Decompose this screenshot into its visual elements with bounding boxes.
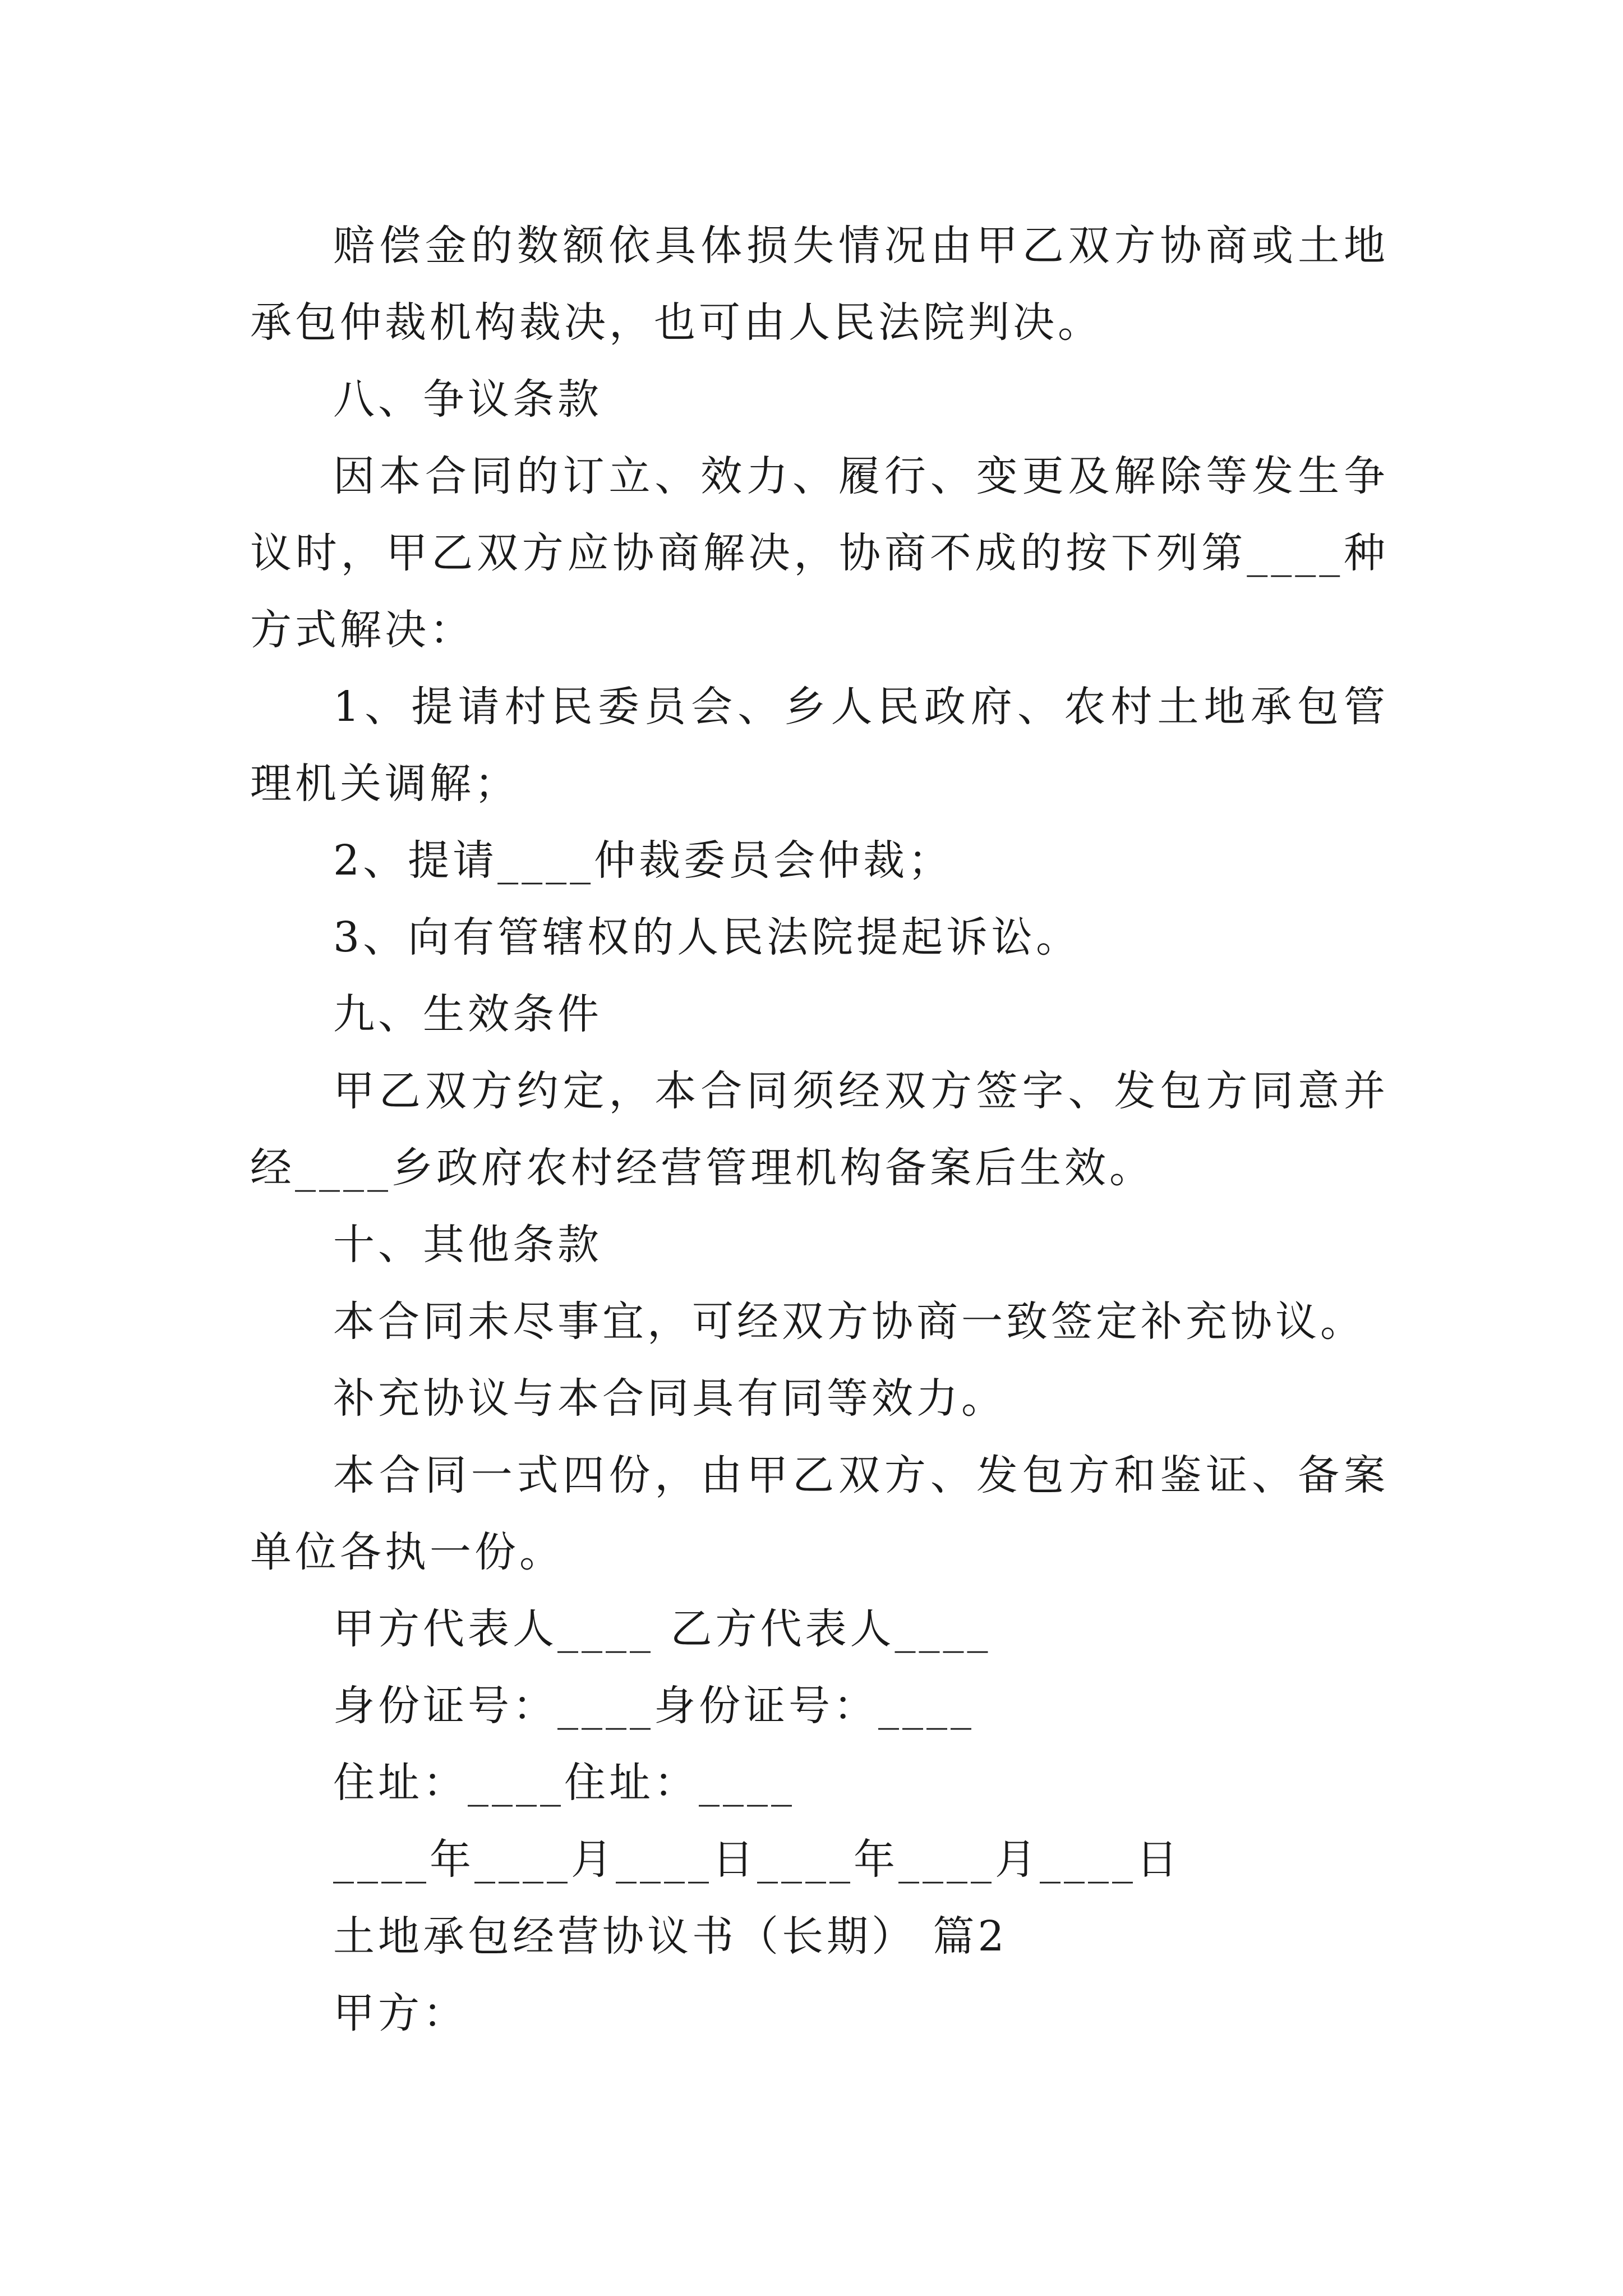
- signature-dates: ____年____月____日____年____月____日: [333, 1835, 1181, 1884]
- paragraph-effect: 甲乙双方约定，本合同须经双方签字、发包方同意并经____乡政府农村经营管理机构备案后生效。: [250, 1067, 1389, 1192]
- paragraph-other-2: 补充协议与本合同具有同等效力。: [333, 1374, 1006, 1423]
- paragraph-dispute: 因本合同的订立、效力、履行、变更及解除等发生争议时，甲乙双方应协商解决，协商不成的按下列第____种方式解决：: [250, 452, 1389, 654]
- document-body: [250, 208, 1389, 2052]
- section-heading-other: 十、其他条款: [333, 1221, 602, 1269]
- paragraph-copies: 本合同一式四份，由甲乙双方、发包方和鉴证、备案单位各执一份。: [250, 1451, 1389, 1576]
- signature-id-numbers: 身份证号：____身份证号：____: [333, 1682, 975, 1730]
- signature-addresses: 住址：____住址：____: [333, 1759, 795, 1807]
- section-heading-effect: 九、生效条件: [333, 990, 602, 1038]
- section-heading-dispute: 八、争议条款: [333, 375, 602, 424]
- paragraph-compensation: 赔偿金的数额依具体损失情况由甲乙双方协商或土地承包仲裁机构裁决，也可由人民法院判决。: [250, 222, 1389, 347]
- dispute-option-1: 1、提请村民委员会、乡人民政府、农村土地承包管理机关调解；: [250, 683, 1389, 808]
- next-article-title: 土地承包经营协议书（长期） 篇2: [333, 1912, 1008, 1961]
- signature-representatives: 甲方代表人____ 乙方代表人____: [333, 1605, 992, 1653]
- dispute-option-2: 2、提请____仲裁委员会仲裁；: [333, 836, 953, 885]
- party-a-label: 甲方：: [333, 1989, 468, 2037]
- dispute-option-3: 3、向有管辖权的人民法院提起诉讼。: [333, 913, 1081, 961]
- paragraph-other-1: 本合同未尽事宜，可经双方协商一致签定补充协议。: [333, 1297, 1365, 1346]
